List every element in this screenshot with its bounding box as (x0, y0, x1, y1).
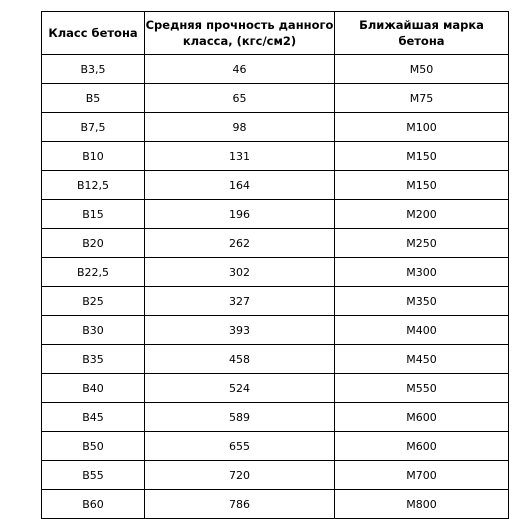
table-row (42, 461, 509, 490)
cell-concrete-class: B50 (42, 432, 145, 461)
table-row (42, 84, 509, 113)
cell-nearest-grade: M250 (335, 229, 509, 258)
cell-nearest-grade: M300 (335, 258, 509, 287)
cell-concrete-class: B22,5 (42, 258, 145, 287)
table-row (42, 200, 509, 229)
cell-nearest-grade: M150 (335, 142, 509, 171)
cell-concrete-class: B12,5 (42, 171, 145, 200)
cell-nearest-grade: M550 (335, 374, 509, 403)
cell-concrete-class: B3,5 (42, 55, 145, 84)
cell-nearest-grade: M450 (335, 345, 509, 374)
cell-average-strength: 302 (145, 258, 335, 287)
table-row (42, 229, 509, 258)
cell-concrete-class: B20 (42, 229, 145, 258)
cell-nearest-grade: M800 (335, 490, 509, 519)
cell-nearest-grade: M75 (335, 84, 509, 113)
table-row (42, 142, 509, 171)
table-row (42, 55, 509, 84)
cell-average-strength: 720 (145, 461, 335, 490)
table-row (42, 403, 509, 432)
table-row (42, 432, 509, 461)
table-row (42, 374, 509, 403)
cell-nearest-grade: M350 (335, 287, 509, 316)
cell-concrete-class: B30 (42, 316, 145, 345)
header-average-strength: Средняя прочность данного класса, (кгс/см2) (145, 12, 335, 55)
cell-concrete-class: B55 (42, 461, 145, 490)
table-body (42, 55, 509, 519)
cell-average-strength: 196 (145, 200, 335, 229)
cell-average-strength: 98 (145, 113, 335, 142)
header-nearest-grade: Ближайшая марка бетона (335, 12, 509, 55)
cell-average-strength: 786 (145, 490, 335, 519)
cell-concrete-class: B10 (42, 142, 145, 171)
cell-average-strength: 524 (145, 374, 335, 403)
cell-concrete-class: B45 (42, 403, 145, 432)
cell-nearest-grade: M200 (335, 200, 509, 229)
cell-nearest-grade: M600 (335, 403, 509, 432)
cell-nearest-grade: M700 (335, 461, 509, 490)
cell-nearest-grade: M400 (335, 316, 509, 345)
cell-concrete-class: B35 (42, 345, 145, 374)
cell-concrete-class: B7,5 (42, 113, 145, 142)
cell-concrete-class: B40 (42, 374, 145, 403)
table-row (42, 258, 509, 287)
table-row (42, 171, 509, 200)
header-row (42, 12, 509, 55)
cell-nearest-grade: M50 (335, 55, 509, 84)
cell-concrete-class: B25 (42, 287, 145, 316)
cell-average-strength: 393 (145, 316, 335, 345)
cell-nearest-grade: M150 (335, 171, 509, 200)
table-header (42, 12, 509, 55)
cell-average-strength: 327 (145, 287, 335, 316)
table-row (42, 113, 509, 142)
cell-average-strength: 65 (145, 84, 335, 113)
table-row (42, 490, 509, 519)
cell-average-strength: 589 (145, 403, 335, 432)
cell-average-strength: 262 (145, 229, 335, 258)
cell-concrete-class: B60 (42, 490, 145, 519)
cell-average-strength: 131 (145, 142, 335, 171)
cell-concrete-class: B5 (42, 84, 145, 113)
cell-average-strength: 46 (145, 55, 335, 84)
cell-concrete-class: B15 (42, 200, 145, 229)
concrete-grade-table (41, 11, 509, 519)
cell-average-strength: 655 (145, 432, 335, 461)
table-row (42, 316, 509, 345)
cell-average-strength: 458 (145, 345, 335, 374)
cell-nearest-grade: M600 (335, 432, 509, 461)
cell-average-strength: 164 (145, 171, 335, 200)
header-concrete-class: Класс бетона (42, 12, 145, 55)
cell-nearest-grade: M100 (335, 113, 509, 142)
table-row (42, 345, 509, 374)
table-row (42, 287, 509, 316)
